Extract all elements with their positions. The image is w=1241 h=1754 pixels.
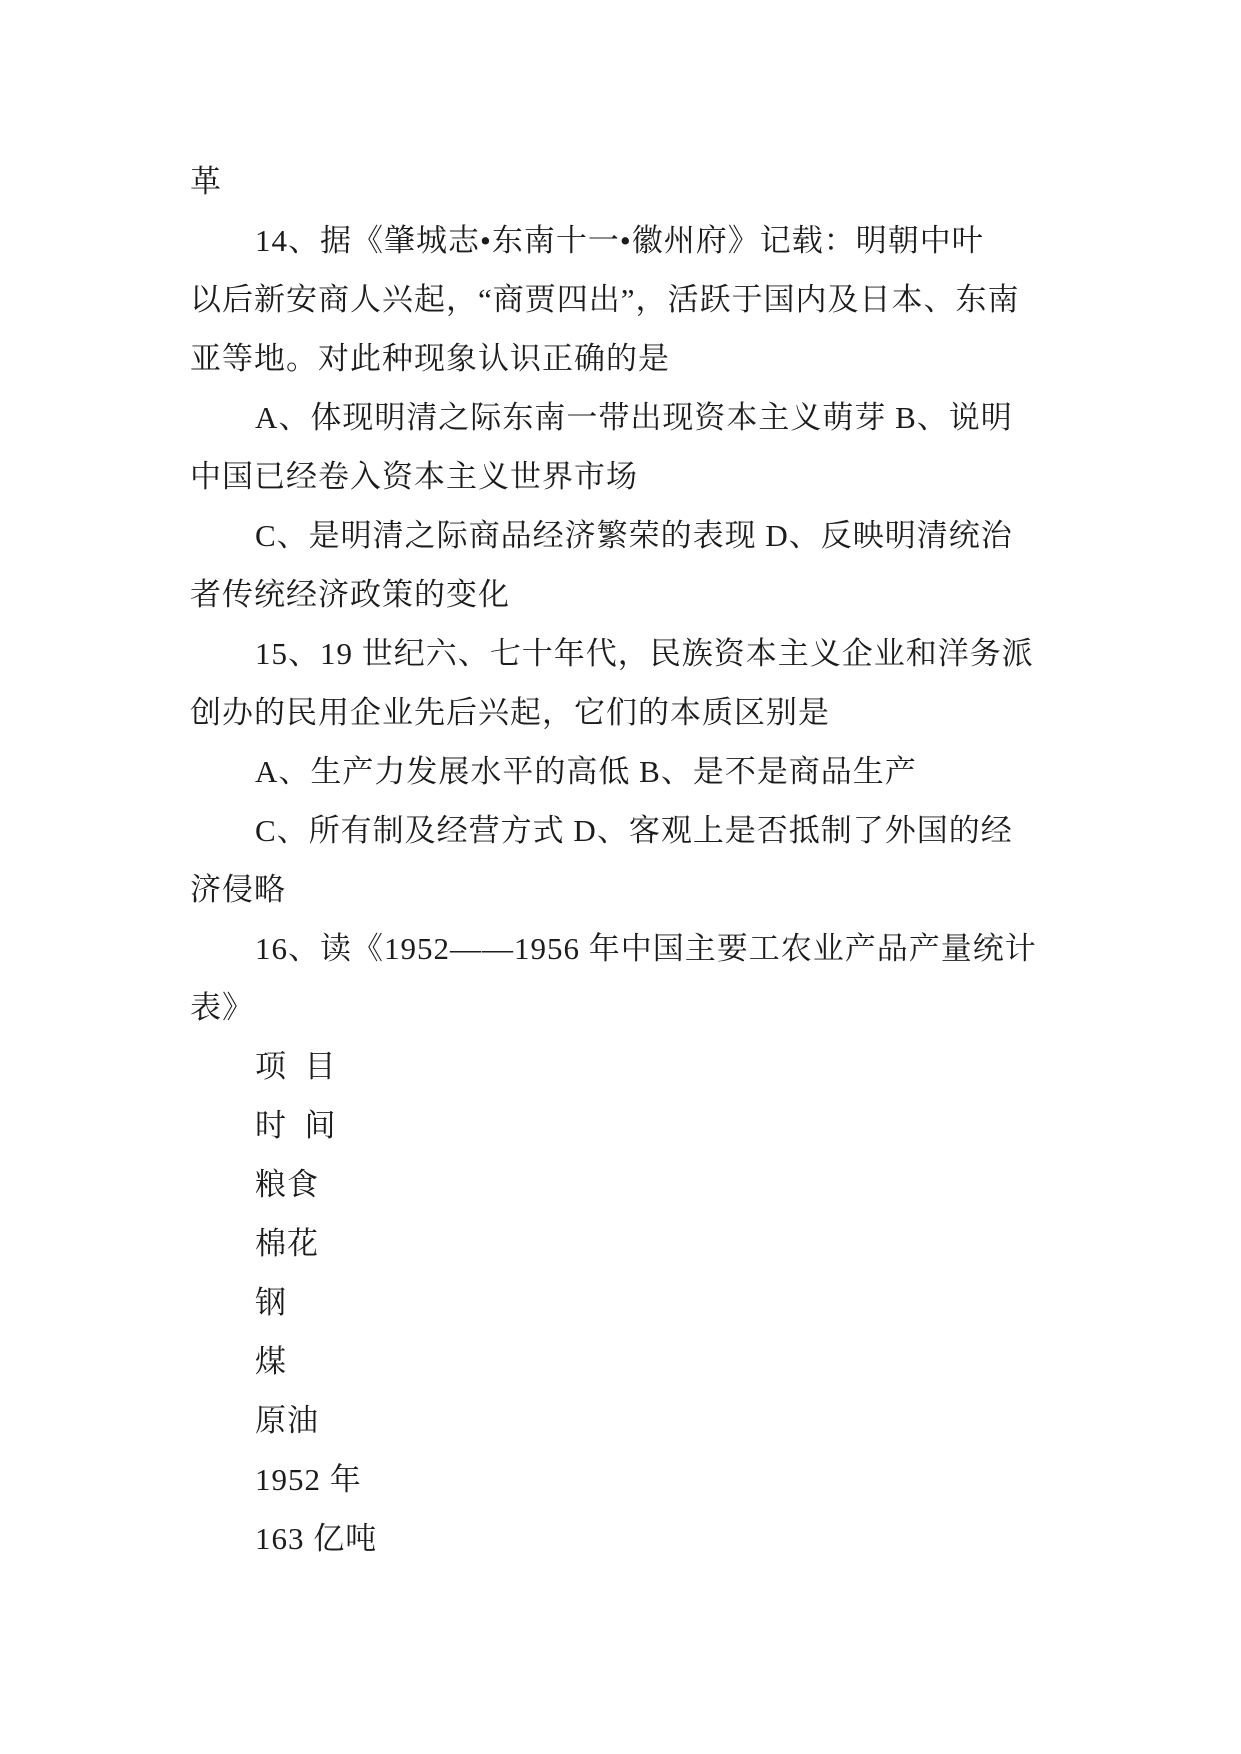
- q14-options-d-wrap: 者传统经济政策的变化: [190, 577, 510, 612]
- q14-options-cd-line: C、是明清之际商品经济繁荣的表现 D、反映明清统治: [255, 518, 1013, 553]
- q14-options-ab-line: A、体现明清之际东南一带出现资本主义萌芽 B、说明: [255, 400, 1013, 435]
- q13-tail-line: 革: [190, 164, 222, 199]
- q14-stem-line-3: 亚等地。对此种现象认识正确的是: [190, 341, 670, 376]
- q16-table-row-steel: 钢: [255, 1285, 287, 1320]
- q16-stem-line-2: 表》: [190, 990, 254, 1025]
- q16-table-row-oil: 原油: [255, 1403, 319, 1438]
- q16-table-value-grain: 163 亿吨: [255, 1521, 378, 1556]
- q15-stem-line-1: 15、19 世纪六、七十年代，民族资本主义企业和洋务派: [255, 636, 1034, 671]
- q15-options-cd-line: C、所有制及经营方式 D、客观上是否抵制了外国的经: [255, 813, 1013, 848]
- q16-table-row-cotton: 棉花: [255, 1226, 319, 1261]
- document-text-block: [190, 152, 1060, 1568]
- q15-options-d-wrap: 济侵略: [190, 872, 286, 907]
- q16-table-row-coal: 煤: [255, 1344, 287, 1379]
- q16-table-header-item: 项 目: [255, 1049, 337, 1084]
- q16-table-row-grain: 粮食: [255, 1167, 319, 1202]
- q15-stem-line-2: 创办的民用企业先后兴起，它们的本质区别是: [190, 695, 830, 730]
- q16-stem-line-1: 16、读《1952——1956 年中国主要工农业产品产量统计: [255, 931, 1037, 966]
- q15-options-ab-line: A、生产力发展水平的高低 B、是不是商品生产: [255, 754, 917, 789]
- q14-stem-line-2: 以后新安商人兴起，“商贾四出”，活跃于国内及日本、东南: [190, 282, 1020, 317]
- q16-table-header-time: 时 间: [255, 1108, 337, 1143]
- q14-stem-line-1: 14、据《肇城志•东南十一•徽州府》记载：明朝中叶: [255, 223, 984, 258]
- q14-options-b-wrap: 中国已经卷入资本主义世界市场: [190, 459, 638, 494]
- q16-table-year-1952: 1952 年: [255, 1462, 362, 1497]
